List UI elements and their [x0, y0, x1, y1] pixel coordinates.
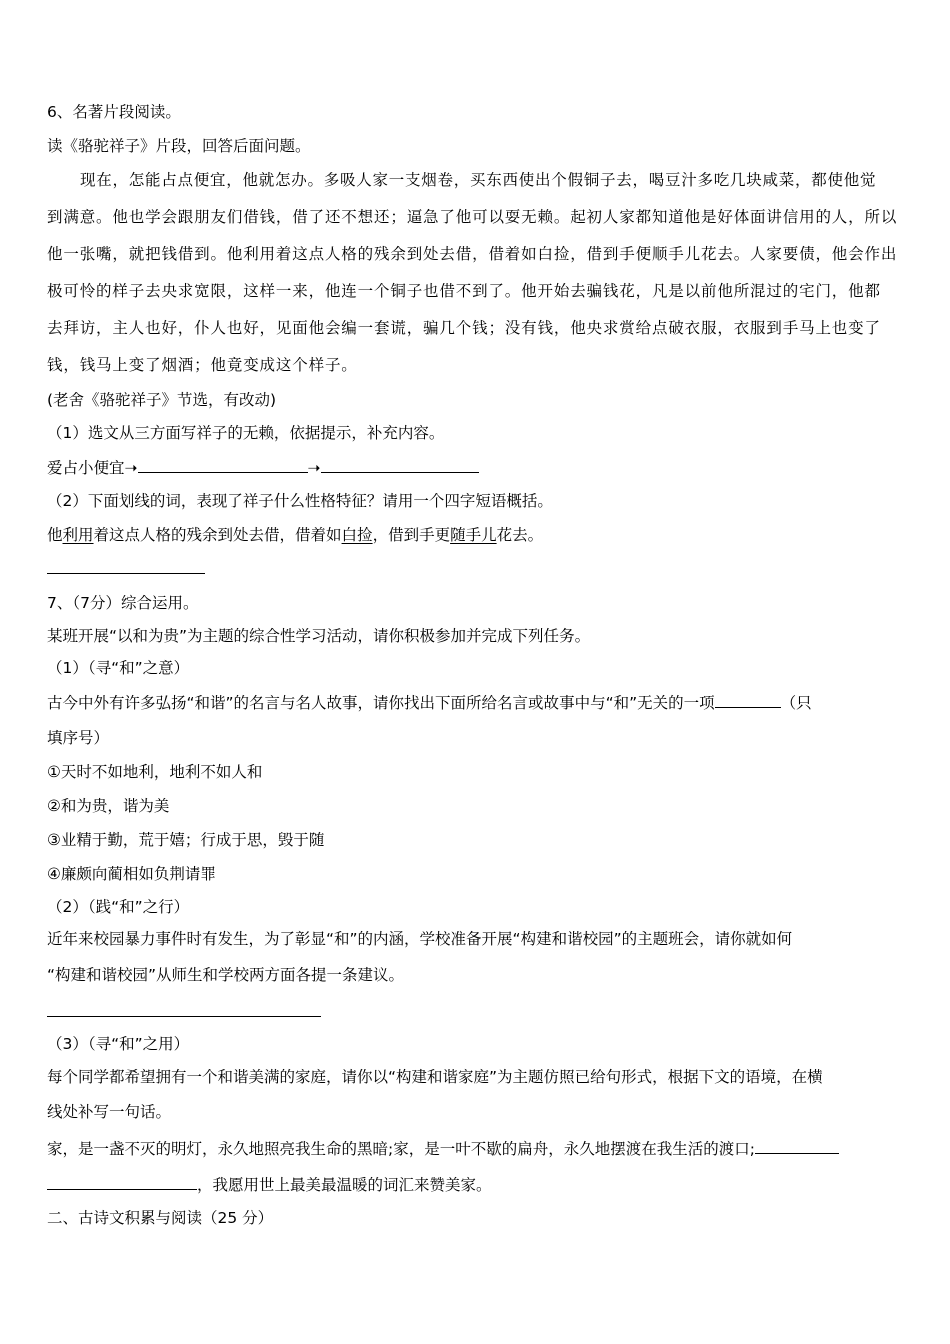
q7-part1-prompt [47, 692, 812, 713]
q6-title: 6、名著片段阅读。 [47, 103, 181, 121]
q7-part2-title: （2）（践“和”之行） [47, 898, 190, 916]
q7-part3-sentence [47, 1138, 839, 1159]
prompt-text: （只 [780, 694, 812, 712]
underlined-word: 利用 [62, 526, 94, 544]
quote-text: 他 [47, 526, 63, 544]
q7-intro: 某班开展“以和为贵”为主题的综合性学习活动，请你积极参加并完成下列任务。 [47, 627, 591, 645]
passage-line: 到满意。他也学会跟朋友们借钱，借了还不想还；逼急了他可以耍无赖。起初人家都知道他是好体面讲信用的人，所以 [47, 208, 898, 226]
passage-line: 钱，钱马上变了烟酒；他竟变成这个样子。 [47, 356, 358, 374]
sub1-start-text: 爱占小便宜 [47, 459, 125, 477]
answer-blank[interactable] [47, 1174, 197, 1190]
q6-source: (老舍《骆驼祥子》节选，有改动) [47, 391, 277, 409]
q6-sub2-answer-line[interactable] [47, 573, 205, 574]
answer-blank[interactable] [715, 692, 781, 708]
option-item: ④廉颇向蔺相如负荆请罪 [47, 865, 216, 883]
q7-part2-answer-line[interactable] [47, 1016, 321, 1017]
option-item: ①天时不如地利，地利不如人和 [47, 763, 263, 781]
answer-blank-2[interactable] [321, 457, 479, 473]
quote-text: 着这点人格的残余到处去借，借着如 [93, 526, 342, 544]
answer-blank[interactable] [755, 1138, 839, 1154]
q6-sub2: （2）下面划线的词，表现了祥子什么性格特征？请用一个四字短语概括。 [47, 492, 553, 510]
quote-text: 花去。 [496, 526, 544, 544]
q7-part3-title: （3）（寻“和”之用） [47, 1035, 190, 1053]
prompt-text: 古今中外有许多弘扬“和谐”的名言与名人故事，请你找出下面所给名言或故事中与“和”无关的一项 [47, 694, 715, 712]
arrow-icon: ➝ [307, 459, 321, 477]
q7-part3-prompt: 每个同学都希望拥有一个和谐美满的家庭，请你以“构建和谐家庭”为主题仿照已给句形式，根据下文的语境，在横 [47, 1068, 823, 1086]
passage-line: 去拜访，主人也好，仆人也好，见面他会编一套谎，骗几个钱；没有钱，他央求赏给点破衣服，衣服到手马上也变了 [47, 319, 881, 337]
q7-part2-prompt: 近年来校园暴力事件时有发生，为了彰显“和”的内涵，学校准备开展“构建和谐校园”的主题班会，请你就如何 [47, 930, 793, 948]
underlined-word: 随手儿 [450, 526, 497, 544]
sentence-text: ，我愿用世上最美最温暖的词汇来赞美家。 [197, 1176, 492, 1194]
arrow-icon: ➝ [124, 459, 138, 477]
q7-part2-prompt-cont: “构建和谐校园”从师生和学校两方面各提一条建议。 [47, 966, 405, 984]
passage-line: 现在，怎能占点便宜，他就怎办。多吸人家一支烟卷，买东西使出个假铜子去，喝豆汁多吃几块咸菜，都使他觉 [80, 171, 877, 189]
section-2-heading: 二、古诗文积累与阅读（25 分） [47, 1209, 274, 1227]
q7-part1-title: （1）（寻“和”之意） [47, 659, 190, 677]
passage-line: 极可怜的样子去央求宽限，这样一来，他连一个铜子也借不到了。他开始去骗钱花，凡是以前他所混过的宅门，他都 [47, 282, 881, 300]
answer-blank-1[interactable] [138, 457, 308, 473]
option-item: ②和为贵，谐为美 [47, 797, 170, 815]
q7-part3-sentence-cont [47, 1174, 492, 1195]
q7-part1-prompt-cont: 填序号） [47, 729, 110, 747]
quote-text: ，借到手更 [372, 526, 451, 544]
q6-sub2-quote [47, 525, 543, 545]
sentence-text: 家，是一盏不灭的明灯，永久地照亮我生命的黑暗;家，是一叶不歇的扁舟，永久地摆渡在我生活的渡口; [47, 1140, 755, 1158]
q6-instruction: 读《骆驼祥子》片段，回答后面问题。 [47, 137, 311, 155]
q7-part3-prompt-cont: 线处补写一句话。 [47, 1103, 172, 1121]
q6-sub1: （1）选文从三方面写祥子的无赖，依据提示，补充内容。 [47, 424, 445, 442]
passage-line: 他一张嘴，就把钱借到。他利用着这点人格的残余到处去借，借着如白捡，借到手便顺手儿花去。人家要债，他会作出 [47, 245, 898, 263]
option-item: ③业精于勤，荒于嬉；行成于思，毁于随 [47, 831, 325, 849]
q7-title: 7、（7分）综合运用。 [47, 594, 199, 612]
underlined-word: 白捡 [341, 526, 373, 544]
q6-sub1-answer-line [47, 457, 479, 478]
